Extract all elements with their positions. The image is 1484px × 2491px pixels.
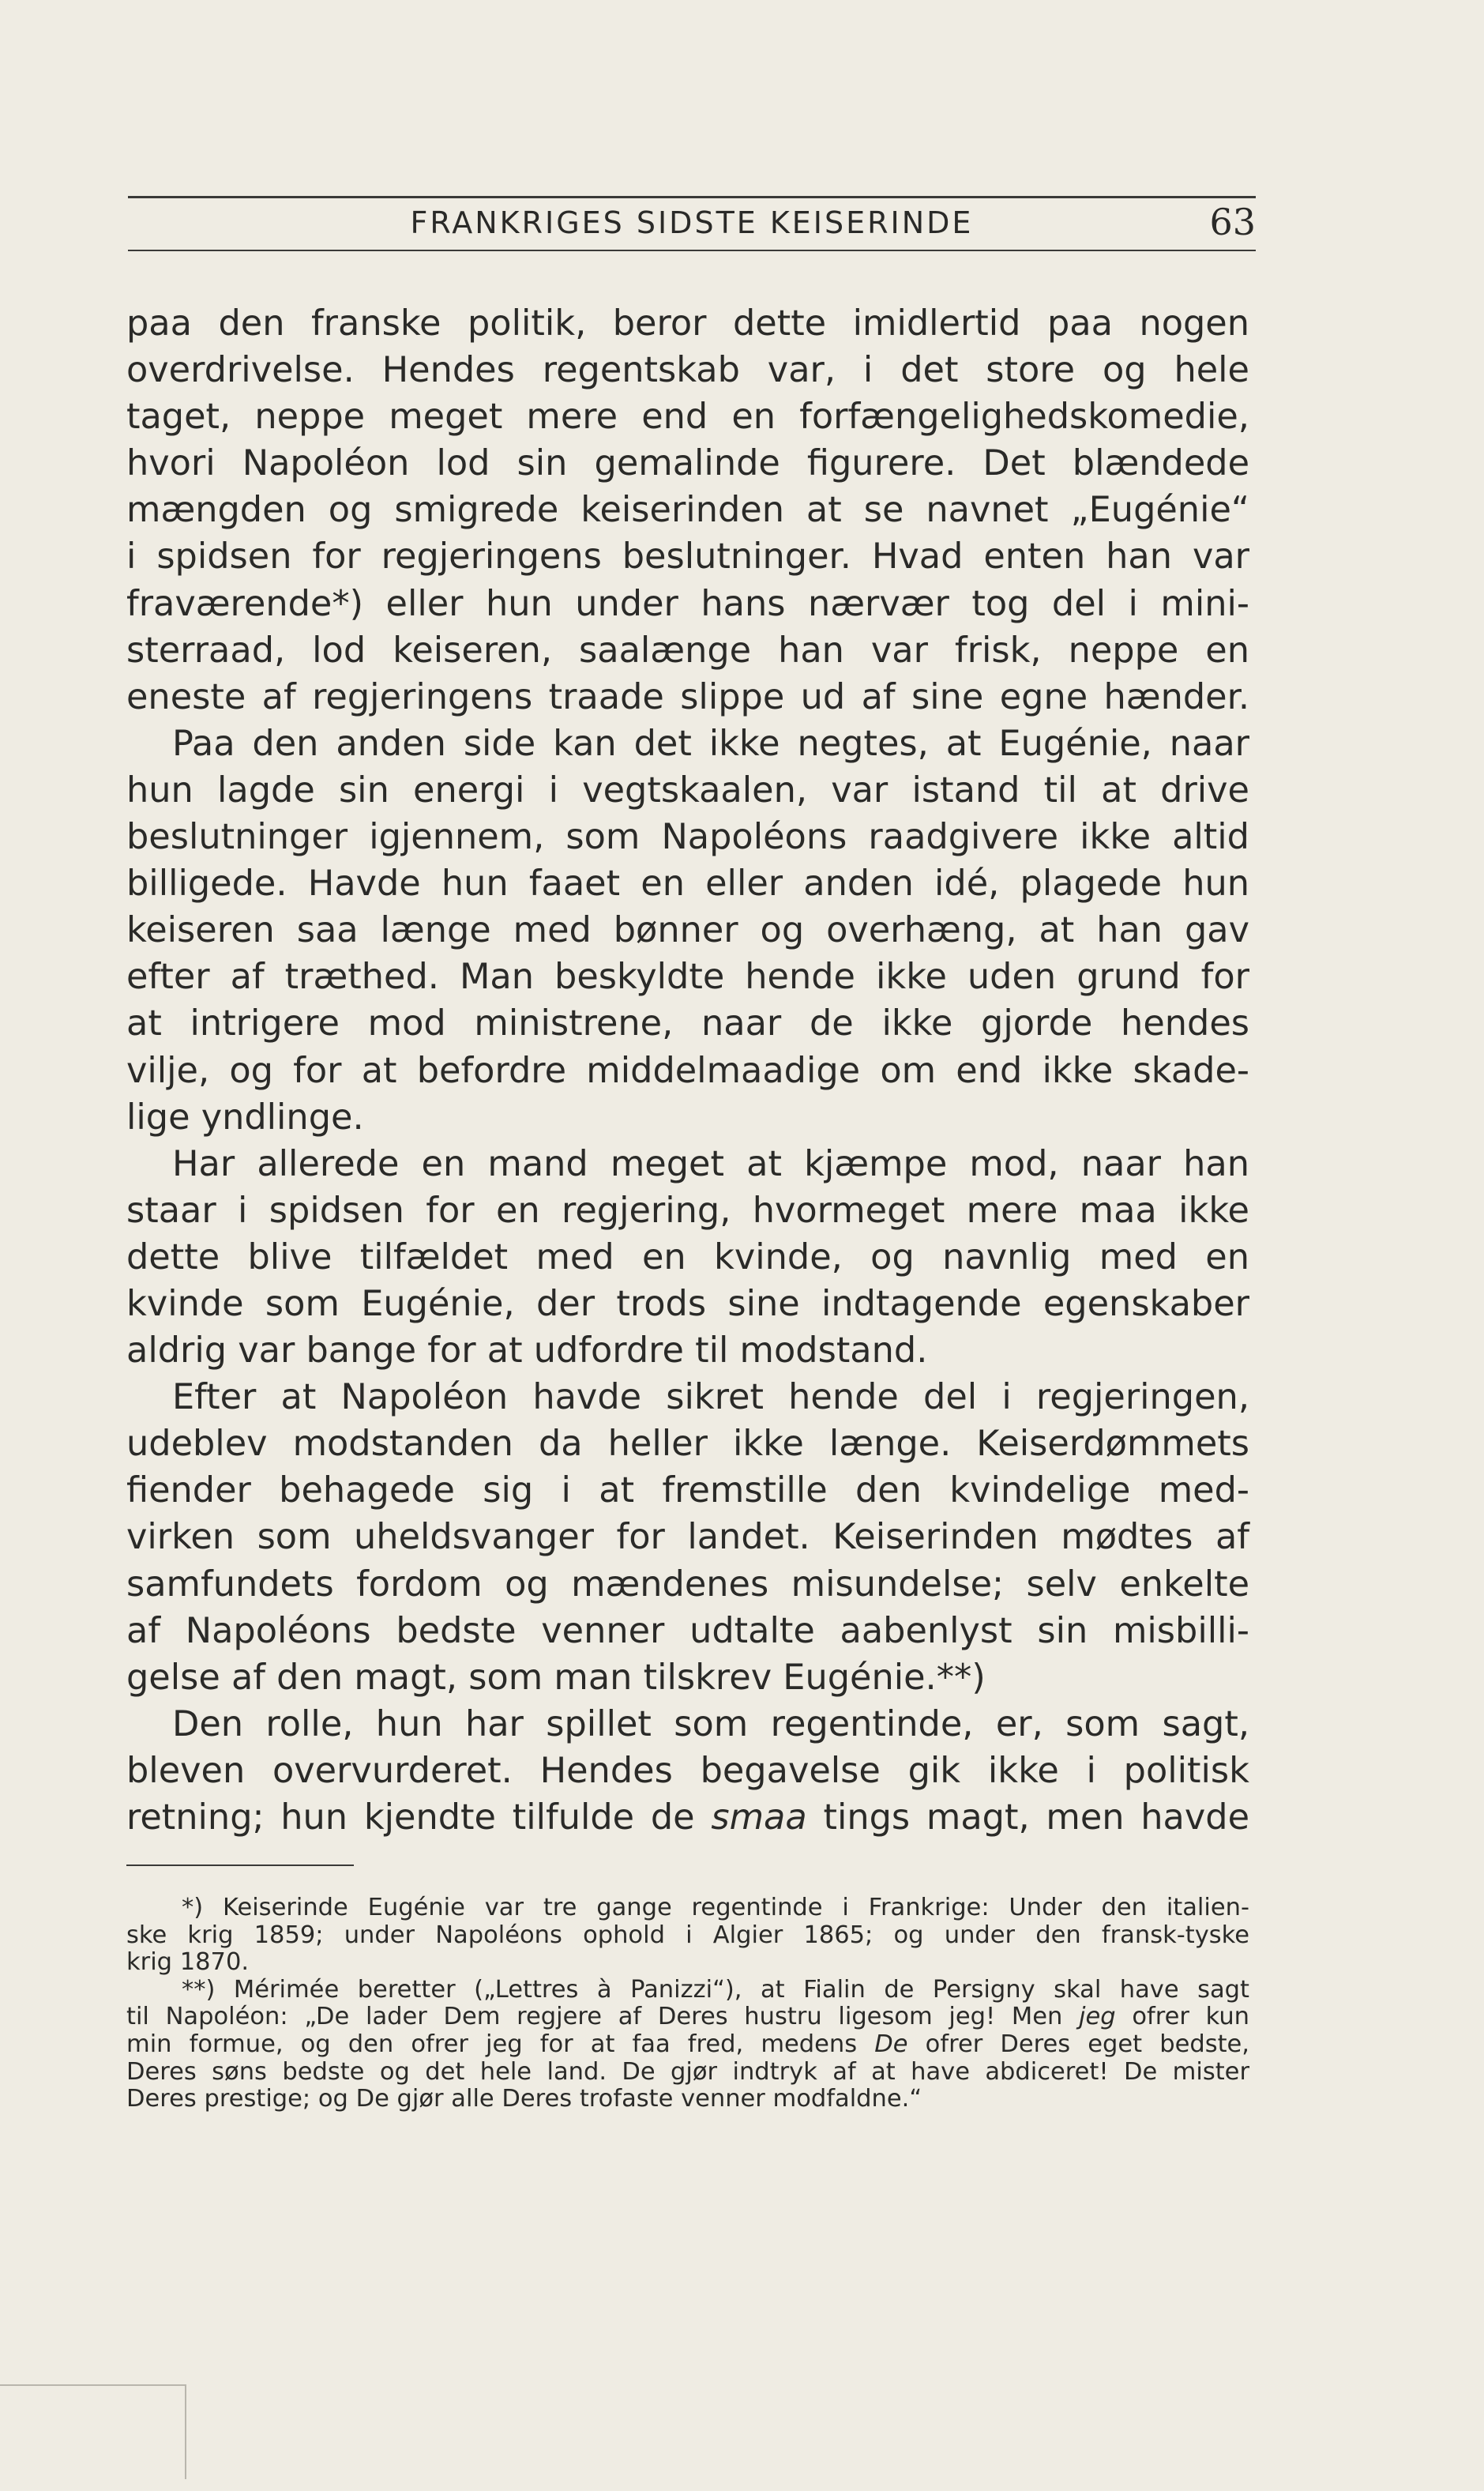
paragraph-start-line: Den rolle, hun har spillet som regentinde, er, som sagt, [172, 1703, 1249, 1744]
text-line: paa den franske politik, beror dette imidlertid paa nogen [126, 303, 1249, 344]
footnotes [126, 1895, 1249, 2113]
paragraph-end-line: gelse af den magt, som man tilskrev Eugénie.**) [126, 1656, 986, 1698]
text-line: beslutninger igjennem, som Napoléons raadgivere ikke altid [126, 816, 1249, 858]
text-segment: tings magt, men havde [823, 1797, 1249, 1838]
text-line: virken som uheldsvanger for landet. Keiserinden mødtes af [126, 1516, 1249, 1558]
text-line: i spidsen for regjeringens beslutninger. Hvad enten han var [126, 536, 1249, 578]
footnote-rule [126, 1864, 354, 1866]
text-segment: min formue, og den ofrer jeg for at faa fred, medens [126, 2030, 858, 2058]
footnote-line-with-italic [126, 2004, 1249, 2031]
text-line: keiseren saa længe med bønner og overhæng, at han gav [126, 909, 1249, 951]
text-line: samfundets fordom og mændenes misundelse; selv enkelte [126, 1563, 1249, 1605]
footnote-line: *) Keiserinde Eugénie var tre gange regentinde i Frankrige: Under den italien- [182, 1894, 1249, 1921]
text-line: billigede. Havde hun faaet en eller anden idé, plagede hun [126, 863, 1249, 905]
text-line: mængden og smigrede keiserinden at se navnet „Eugénie“ [126, 489, 1249, 531]
footnote-line: ske krig 1859; under Napoléons ophold i Algier 1865; og under den fransk-tyske [126, 1921, 1249, 1949]
paragraph-end-line: lige yndlinge. [126, 1096, 364, 1138]
text-segment: ofrer Deres eget bedste, [925, 2030, 1250, 2058]
text-line: efter af træthed. Man beskyldte hende ikke uden grund for [126, 956, 1249, 998]
scan-edge-mark [0, 2384, 186, 2479]
body-text [126, 300, 1249, 1841]
footnote-line-with-italic [126, 2031, 1249, 2059]
text-line: staar i spidsen for en regjering, hvormeget mere maa ikke [126, 1189, 1249, 1231]
text-line: overdrivelse. Hendes regentskab var, i det store og hele [126, 349, 1249, 391]
paragraph-start-line: Har allerede en mand meget at kjæmpe mod, naar han [172, 1142, 1249, 1184]
text-segment: til Napoléon: „De lader Dem regjere af Deres hustru ligesom jeg! Men [126, 2003, 1063, 2031]
text-line: kvinde som Eugénie, der trods sine indtagende egenskaber [126, 1282, 1249, 1324]
footnote-line: krig 1870. [126, 1948, 250, 1977]
text-line: udeblev modstanden da heller ikke længe. Keiserdømmets [126, 1423, 1249, 1465]
italic-word: smaa [711, 1797, 807, 1838]
text-line: fraværende*) eller hun under hans nærvær tog del i mini- [126, 582, 1249, 624]
page-number: 63 [1209, 201, 1256, 243]
text-line: hvori Napoléon lod sin gemalinde figurere. Det blændede [126, 442, 1249, 484]
text-line: dette blive tilfældet med en kvinde, og navnlig med en [126, 1236, 1249, 1277]
footnote-line: Deres prestige; og De gjør alle Deres trofaste venner modfaldne.“ [126, 2085, 922, 2113]
italic-word: jeg [1079, 2003, 1116, 2031]
footnote-line: **) Mérimée beretter („Lettres à Panizzi“), at Fialin de Persigny skal have sagt [182, 1975, 1249, 2004]
text-line: bleven overvurderet. Hendes begavelse gik ikke i politisk [126, 1749, 1249, 1791]
text-segment: ofrer kun [1132, 2003, 1250, 2031]
text-line: vilje, og for at befordre middelmaadige om end ikke skade- [126, 1049, 1249, 1091]
text-line: sterraad, lod keiseren, saalænge han var frisk, neppe en [126, 629, 1249, 671]
text-line: fiender behagede sig i at fremstille den kvindelige med- [126, 1469, 1249, 1511]
running-title: FRANKRIGES SIDSTE KEISERINDE [410, 205, 974, 240]
paragraph-start-line: Paa den anden side kan det ikke negtes, at Eugénie, naar [172, 722, 1249, 764]
footnote-line: Deres søns bedste og det hele land. De gjør indtryk af at have abdiceret! De mister [126, 2057, 1249, 2086]
text-line: eneste af regjeringens traade slippe ud af sine egne hænder. [126, 675, 1249, 717]
text-line-with-italic [126, 1794, 1249, 1841]
text-line: at intrigere mod ministrene, naar de ikke gjorde hendes [126, 1003, 1249, 1044]
text-line: taget, neppe meget mere end en forfængelighedskomedie, [126, 396, 1249, 438]
header-top-rule [128, 196, 1256, 198]
paragraph-end-line: aldrig var bange for at udfordre til modstand. [126, 1330, 928, 1372]
paragraph-start-line: Efter at Napoléon havde sikret hende del i regjeringen, [172, 1376, 1249, 1418]
text-line: hun lagde sin energi i vegtskaalen, var istand til at drive [126, 769, 1249, 811]
text-segment: retning; hun kjendte tilfulde de [126, 1797, 695, 1838]
text-line: af Napoléons bedste venner udtalte aabenlyst sin misbilli- [126, 1609, 1249, 1651]
running-head [128, 199, 1256, 246]
italic-word: De [874, 2030, 908, 2058]
header-bottom-rule [128, 250, 1256, 251]
